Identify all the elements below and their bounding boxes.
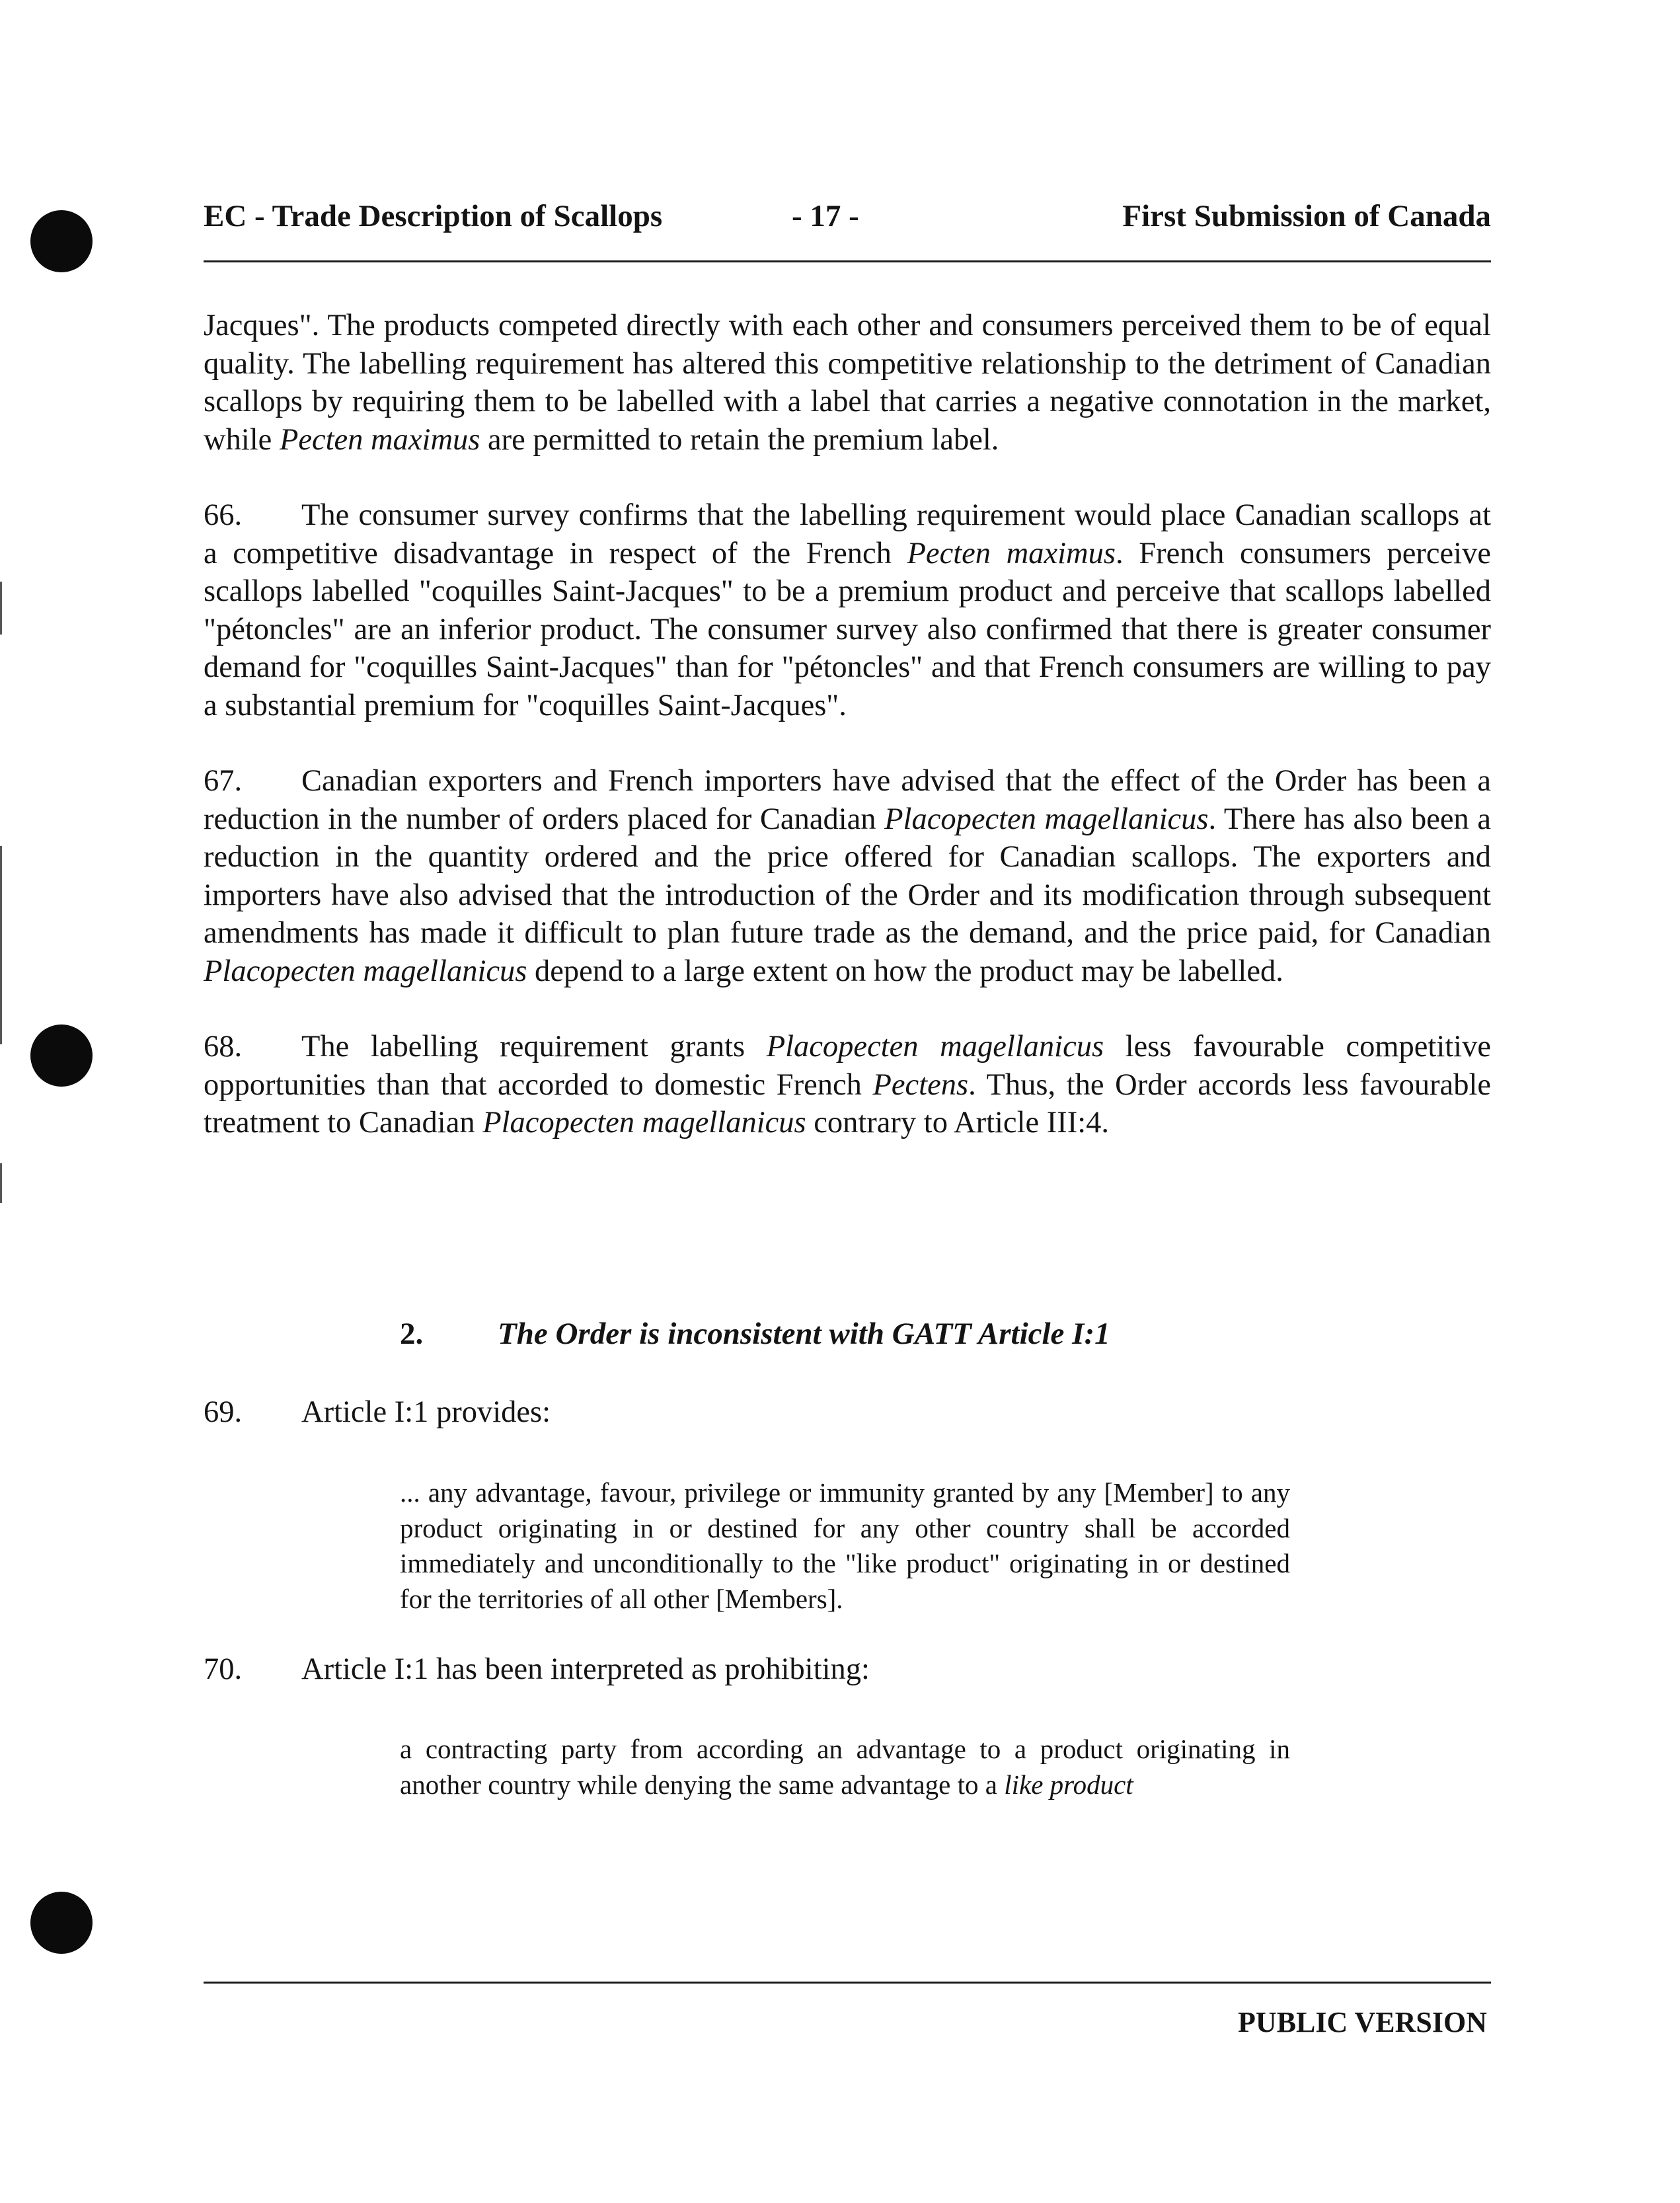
footer-rule <box>204 1982 1491 1984</box>
text-run: a contracting party from according an advantage to a product originating in another country while denying the same advantage to a <box>400 1734 1290 1800</box>
italic-text: Pectens <box>872 1067 969 1102</box>
section-heading <box>400 1314 1110 1354</box>
body-text <box>204 307 1491 1142</box>
paragraph-text: Article I:1 has been interpreted as prohibiting: <box>301 1652 870 1686</box>
scan-edge-mark <box>0 1163 2 1203</box>
header-document-title: EC - Trade Description of Scallops <box>204 199 663 233</box>
paragraph-continued <box>204 307 1491 459</box>
paragraph-68 <box>204 1028 1491 1142</box>
paragraph-66 <box>204 496 1491 724</box>
text-run: are permitted to retain the premium label. <box>480 422 999 457</box>
punch-hole-top <box>30 210 93 272</box>
italic-text: Pecten maximus <box>279 422 480 457</box>
block-quote-article-i1 <box>400 1475 1290 1617</box>
scan-edge-mark <box>0 846 2 1044</box>
text-run: less favourable competitive opportunities than that accorded to domestic French <box>204 1030 1491 1102</box>
paragraph-69 <box>204 1393 551 1432</box>
text-run: . There has also been a reduction in the quantity ordered and the price offered for Canadian scallops. The exporters and importers have also advised that the introduction of the Order and its modification through subsequent amendments has made it difficult to plan future trade as the demand, and the price paid, for Canadian <box>204 802 1492 950</box>
paragraph-number: 66. <box>204 498 243 532</box>
paragraph-70 <box>204 1650 870 1689</box>
text-run: Canadian exporters and French importers have advised that the effect of the Order has been a reduction in the number of orders placed for Canadian <box>204 764 1491 836</box>
scan-edge-mark <box>0 582 2 635</box>
paragraph-67 <box>204 762 1491 990</box>
paragraph-text: Article I:1 provides: <box>301 1395 551 1429</box>
paragraph-number: 67. <box>204 764 243 798</box>
italic-text: Placopecten magellanicus <box>884 802 1209 836</box>
punch-hole-bottom <box>30 1892 93 1954</box>
text-run: The consumer survey confirms that the labelling requirement would place Canadian scallops at a competitive disadvantage in respect of the French <box>204 498 1491 570</box>
text-run: Jacques". The products competed directly with each other and consumers perceived them to be of equal quality. The labelling requirement has altered this competitive relationship to the detriment of Canadian scallops by requiring them to be labelled with a label that carries a negative connotation in the market, while <box>204 309 1491 457</box>
text-run: contrary to Article III:4. <box>806 1106 1109 1140</box>
header-rule <box>204 260 1491 262</box>
footer-label: PUBLIC VERSION <box>1238 2006 1487 2038</box>
text-run: . French consumers perceive scallops labelled "coquilles Saint-Jacques" to be a premium product and perceive that scallops labelled "pétoncles" are an inferior product. The consumer survey also confirmed that there is greater consumer demand for "coquilles Saint-Jacques" than for "pétoncles" and that French consumers are willing to pay a substantial premium for "coquilles Saint-Jacques". <box>204 536 1491 722</box>
italic-text: Pecten maximus <box>907 536 1116 570</box>
paragraph-number: 68. <box>204 1030 243 1063</box>
section-title: The Order is inconsistent with GATT Article I:1 <box>498 1317 1110 1351</box>
header-submission-label: First Submission of Canada <box>1122 199 1491 233</box>
text-run: ... any advantage, favour, privilege or immunity granted by any [Member] to any product originating in or destined for any other country shall be accorded immediately and unconditionally to the "like product" originating in or destined for the territories of all other [Members]. <box>400 1477 1290 1614</box>
italic-text: Placopecten magellanicus <box>204 954 527 988</box>
punch-hole-middle <box>30 1024 93 1087</box>
italic-text: Placopecten magellanicus <box>766 1030 1104 1063</box>
block-quote-interpretation <box>400 1732 1290 1802</box>
italic-text: Placopecten magellanicus <box>482 1106 806 1140</box>
paragraph-number: 70. <box>204 1652 243 1686</box>
header-page-number: - 17 - <box>792 199 859 233</box>
text-run: The labelling requirement grants <box>301 1030 767 1063</box>
italic-text: like product <box>1004 1769 1133 1800</box>
section-number: 2. <box>400 1317 424 1351</box>
text-run: depend to a large extent on how the product may be labelled. <box>527 954 1283 988</box>
text-run: . Thus, the Order accords less favourable treatment to Canadian <box>204 1067 1491 1140</box>
paragraph-number: 69. <box>204 1395 243 1429</box>
